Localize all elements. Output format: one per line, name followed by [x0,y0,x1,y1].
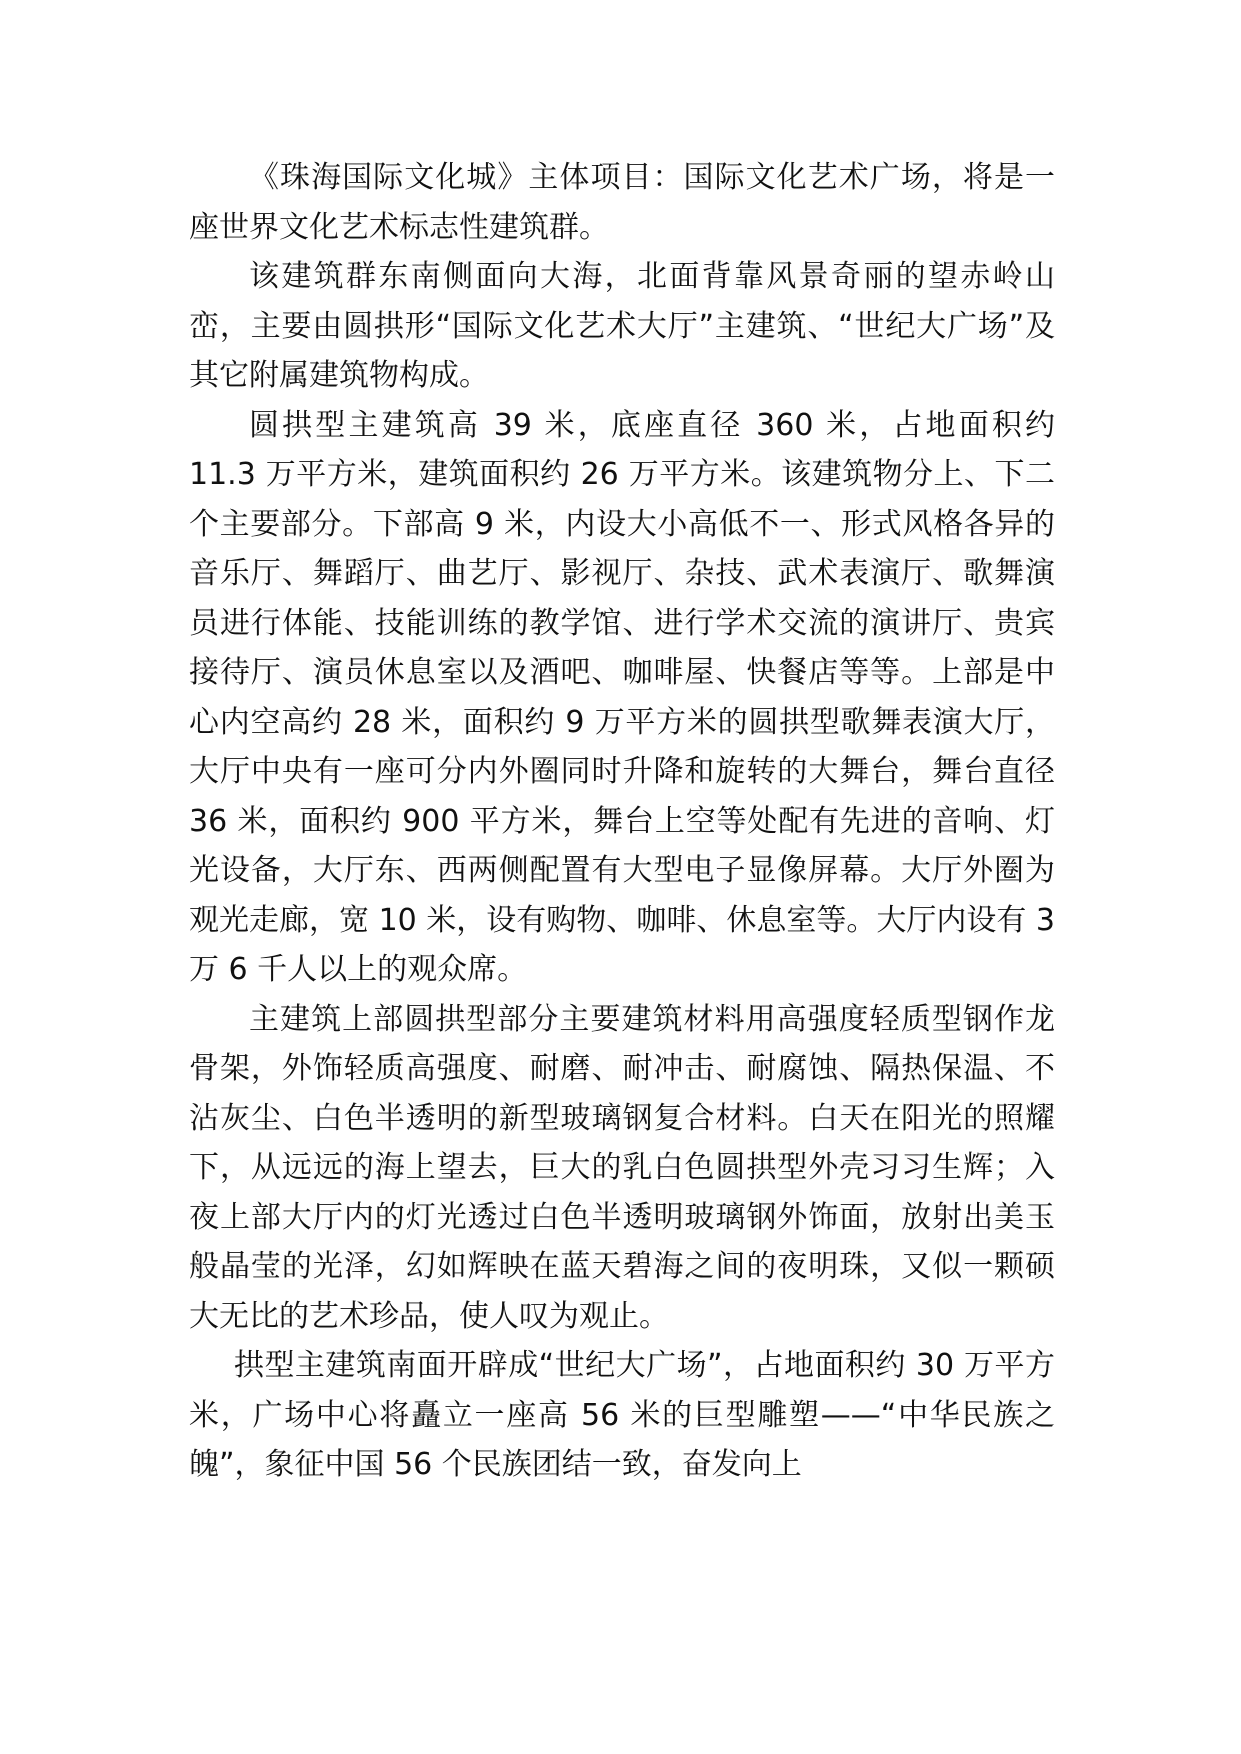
paragraph-century-plaza: 拱型主建筑南面开辟成“世纪大广场”，占地面积约 30 万平方米，广场中心将矗立一座高 56 米的巨型雕塑——“中华民族之魄”，象征中国 56 个民族团结一致，奋发向上 [189,1348,1055,1482]
paragraph-location: 该建筑群东南侧面向大海，北面背靠风景奇丽的望赤岭山峦，主要由圆拱形“国际文化艺术大厅”主建筑、“世纪大广场”及其它附属建筑物构成。 [189,259,1055,393]
paragraph-intro: 《珠海国际文化城》主体项目：国际文化艺术广场，将是一座世界文化艺术标志性建筑群。 [189,160,1055,245]
document-body [189,153,1055,1490]
paragraph-main-building: 圆拱型主建筑高 39 米，底座直径 360 米，占地面积约 11.3 万平方米，建筑面积约 26 万平方米。该建筑物分上、下二个主要部分。下部高 9 米，内设大小高低不一、形式风格各异的音乐厅、舞蹈厅、曲艺厅、影视厅、杂技、武术表演厅、歌舞演员进行体能、技能训练的教学馆、进行学术交流的演讲厅、贵宾接待厅、演员休息室以及酒吧、咖啡屋、快餐店等等。上部是中心内空高约 28 米，面积约 9 万平方米的圆拱型歌舞表演大厅，大厅中央有一座可分内外圈同时升降和旋转的大舞台，舞台直径 36 米，面积约 900 平方米，舞台上空等处配有先进的音响、灯光设备，大厅东、西两侧配置有大型电子显像屏幕。大厅外圈为观光走廊，宽 10 米，设有购物、咖啡、休息室等。大厅内设有 3 万 6 千人以上的观众席。 [189,407,1055,987]
paragraph-materials: 主建筑上部圆拱型部分主要建筑材料用高强度轻质型钢作龙骨架，外饰轻质高强度、耐磨、耐冲击、耐腐蚀、隔热保温、不沾灰尘、白色半透明的新型玻璃钢复合材料。白天在阳光的照耀下，从远远的海上望去，巨大的乳白色圆拱型外壳习习生辉；入夜上部大厅内的灯光透过白色半透明玻璃钢外饰面，放射出美玉般晶莹的光泽，幻如辉映在蓝天碧海之间的夜明珠，又似一颗硕大无比的艺术珍品，使人叹为观止。 [189,1001,1055,1334]
